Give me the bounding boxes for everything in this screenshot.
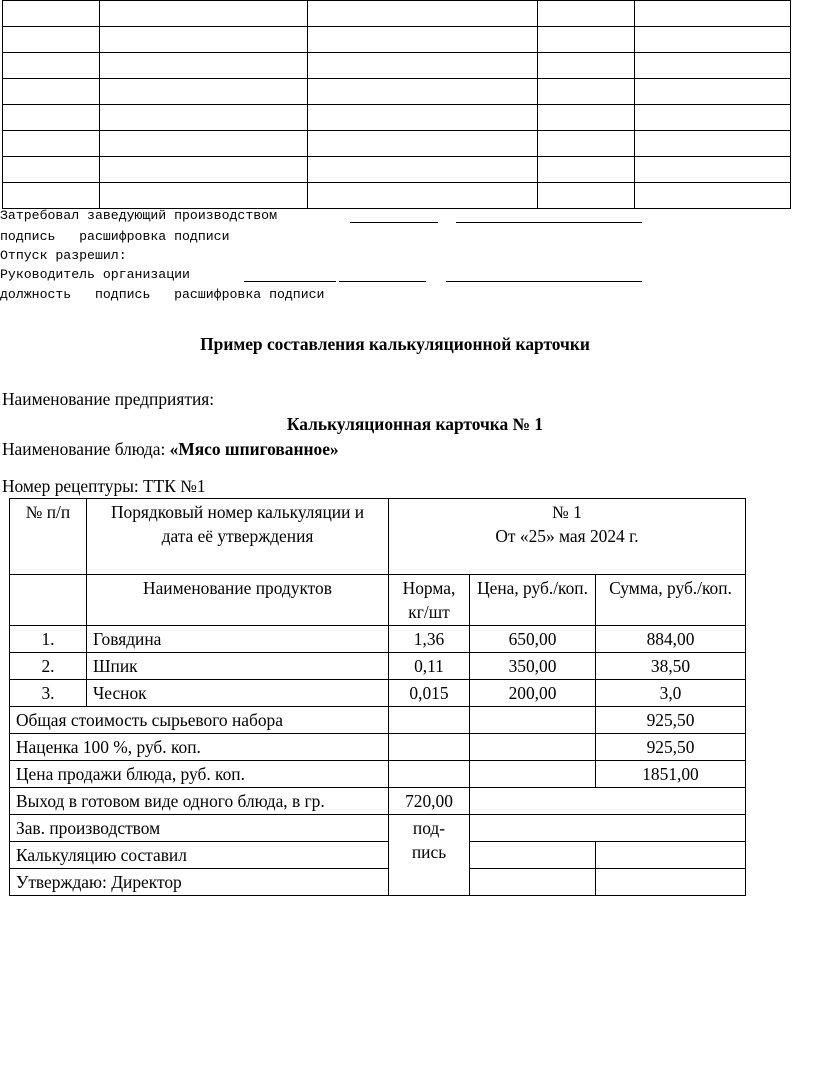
signature-line [244, 281, 336, 282]
signature-compiler-label: Калькуляцию составил [10, 842, 389, 869]
header-row [10, 499, 746, 575]
signature-cell [389, 815, 470, 896]
product-norm: 0,11 [389, 653, 470, 680]
yield-value: 720,00 [389, 788, 470, 815]
row-number: 1. [10, 626, 87, 653]
signature-director-label: Утверждаю: Директор [10, 869, 389, 896]
header-sum: Сумма, руб./коп. [596, 575, 746, 626]
signature-row [10, 815, 746, 842]
header-product: Наименование продуктов [87, 575, 389, 626]
grid-row [3, 183, 791, 209]
enterprise-name-label: Наименование предприятия: [2, 389, 215, 409]
calc-number: № 1 [552, 502, 582, 522]
product-price: 350,00 [470, 653, 596, 680]
dish-name-label: Наименование блюда: [2, 439, 166, 459]
header-price: Цена, руб./коп. [470, 575, 596, 626]
requested-by-label: Затребовал заведующий производством [0, 208, 277, 223]
header-order: Порядковый номер калькуляции и дата её утверждения [87, 499, 389, 575]
header-num: № п/п [10, 499, 87, 575]
product-norm: 1,36 [389, 626, 470, 653]
grid-row [3, 79, 791, 105]
sale-price-label: Цена продажи блюда, руб. коп. [10, 761, 389, 788]
signature-row [10, 842, 746, 869]
markup-label: Наценка 100 %, руб. коп. [10, 734, 389, 761]
page-heading: Пример составления калькуляционной карточки [200, 334, 590, 354]
total-label: Общая стоимость сырьевого набора [10, 707, 389, 734]
blank-requisition-grid [2, 0, 791, 209]
table-row [10, 626, 746, 653]
signature-line [350, 222, 438, 223]
requested-by-captions: подпись расшифровка подписи [0, 229, 230, 244]
sale-price-row [10, 761, 746, 788]
table-row [10, 653, 746, 680]
markup-row [10, 734, 746, 761]
row-number: 3. [10, 680, 87, 707]
recipe-number: Номер рецептуры: ТТК №1 [2, 476, 206, 496]
grid-row [3, 27, 791, 53]
total-row [10, 707, 746, 734]
table-row [10, 680, 746, 707]
header-row [10, 575, 746, 626]
product-sum: 38,50 [596, 653, 746, 680]
product-name: Чеснок [87, 680, 389, 707]
product-sum: 884,00 [596, 626, 746, 653]
yield-row [10, 788, 746, 815]
signature-line [446, 281, 642, 282]
dish-name-line [2, 439, 339, 460]
total-value: 925,50 [596, 707, 746, 734]
grid-row [3, 1, 791, 27]
signature-manager-label: Зав. производством [10, 815, 389, 842]
product-price: 650,00 [470, 626, 596, 653]
signature-word-part-1: под- [412, 818, 446, 838]
yield-label: Выход в готовом виде одного блюда, в гр. [10, 788, 389, 815]
head-of-organization-label: Руководитель организации [0, 267, 190, 282]
card-title: Калькуляционная карточка № 1 [286, 414, 544, 434]
dish-name-value: «Мясо шпигованное» [169, 439, 339, 459]
product-price: 200,00 [470, 680, 596, 707]
signature-row [10, 869, 746, 896]
product-norm: 0,015 [389, 680, 470, 707]
release-approved-label: Отпуск разрешил: [0, 248, 127, 263]
header-calc-number [389, 499, 746, 575]
markup-value: 925,50 [596, 734, 746, 761]
grid-row [3, 131, 791, 157]
grid-row [3, 105, 791, 131]
row-number: 2. [10, 653, 87, 680]
head-of-organization-captions: должность подпись расшифровка подписи [0, 287, 325, 302]
signature-line [456, 222, 642, 223]
product-name: Говядина [87, 626, 389, 653]
signature-line [339, 281, 426, 282]
grid-row [3, 157, 791, 183]
product-sum: 3,0 [596, 680, 746, 707]
header-norm: Норма, кг/шт [389, 575, 470, 626]
calc-date: От «25» мая 2024 г. [495, 526, 639, 546]
sale-price-value: 1851,00 [596, 761, 746, 788]
signature-word-part-2: пись [411, 842, 447, 862]
grid-row [3, 53, 791, 79]
calculation-table [9, 498, 746, 896]
product-name: Шпик [87, 653, 389, 680]
